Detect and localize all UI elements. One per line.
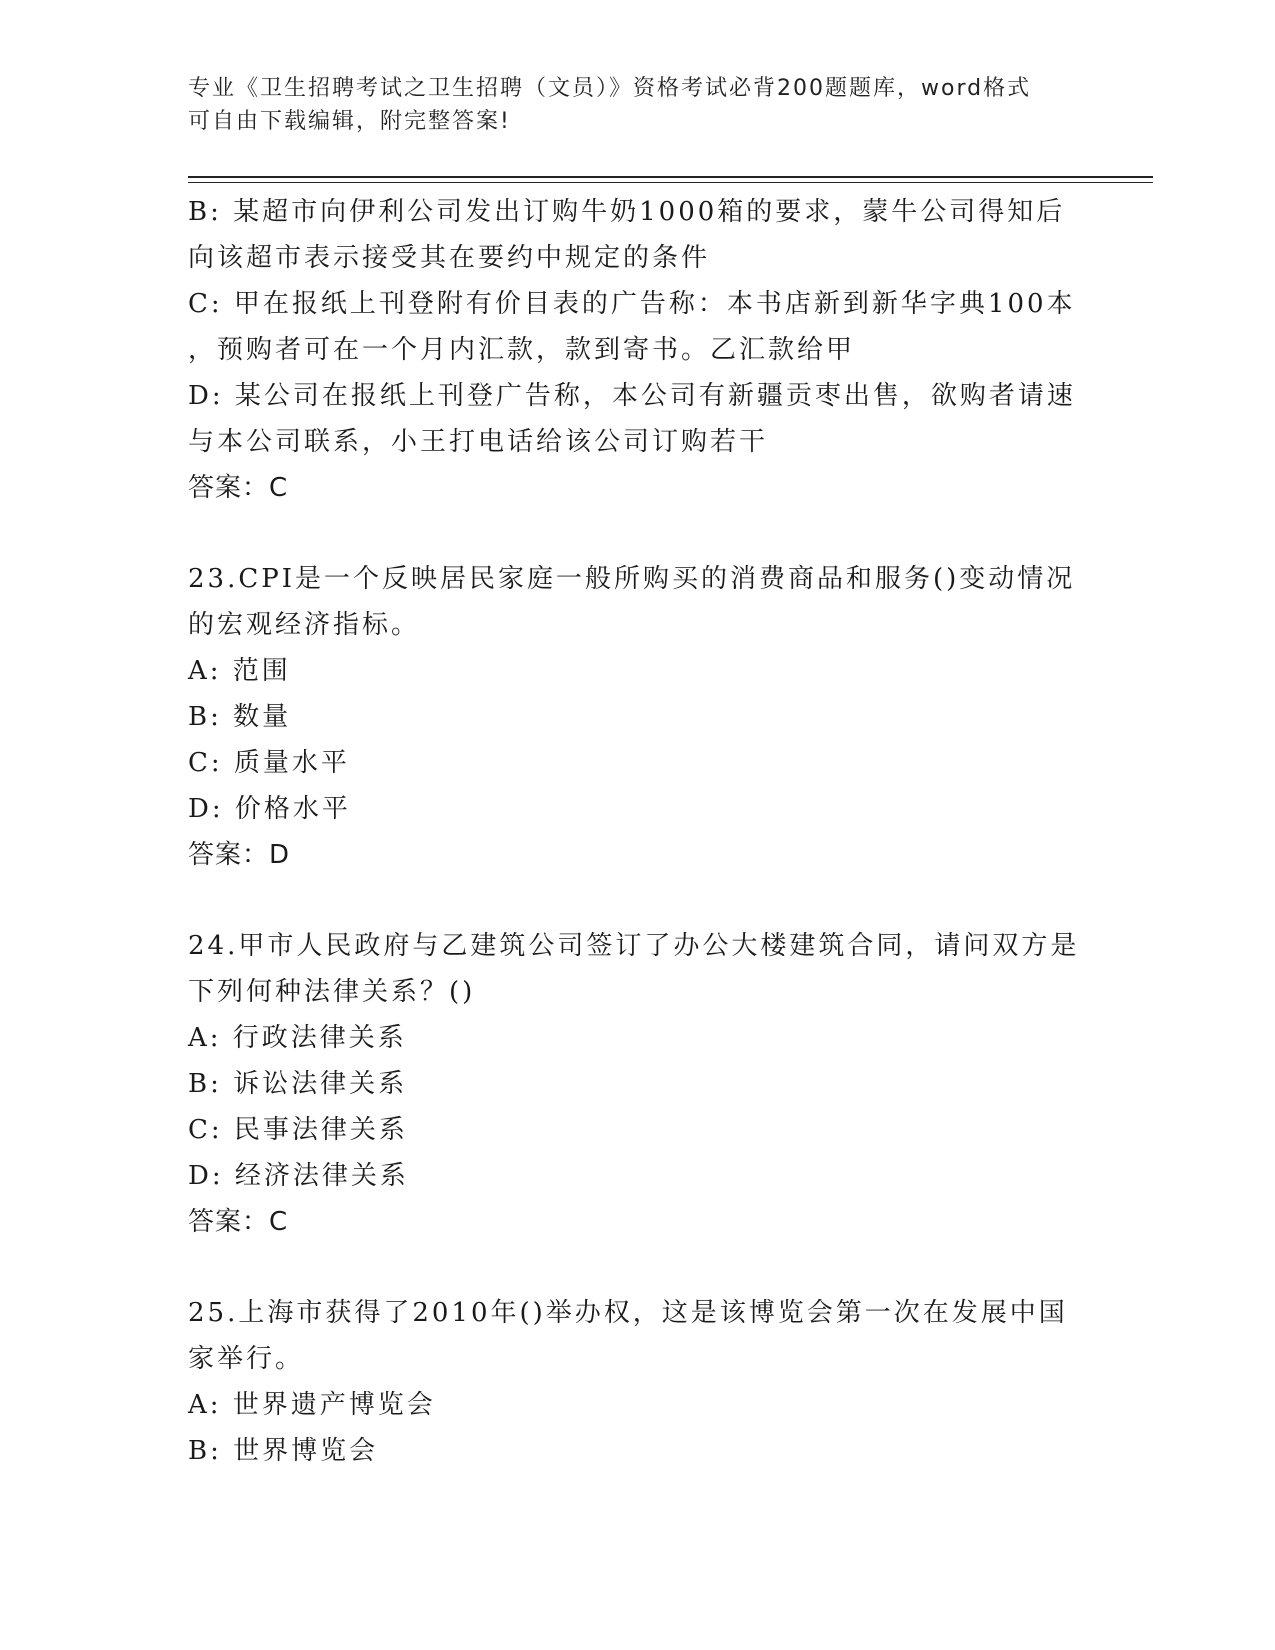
- q23-answer: 答案：D: [188, 840, 291, 870]
- header-title-line-1: 专业《卫生招聘考试之卫生招聘（文员）》资格考试必背200题题库，word格式: [188, 76, 1032, 101]
- q24-option-a: A: 行政法律关系: [188, 1023, 407, 1053]
- spacer: [188, 1245, 1088, 1290]
- q23-option-a: A: 范围: [188, 656, 291, 686]
- document-header: [188, 72, 1088, 138]
- header-title-line-2: 可自由下载编辑，附完整答案!: [188, 109, 511, 134]
- q22-option-c-line-1: C: 甲在报纸上刊登附有价目表的广告称：本书店新到新华字典100本: [188, 289, 1076, 319]
- q23-option-c: C: 质量水平: [188, 748, 350, 778]
- document-body: [188, 189, 1088, 1474]
- q25-stem-line-1: 25.上海市获得了2010年()举办权，这是该博览会第一次在发展中国: [188, 1298, 1068, 1328]
- q22-option-d-line-2: 与本公司联系，小王打电话给该公司订购若干: [188, 427, 769, 457]
- q25-stem-line-2: 家举行。: [188, 1344, 305, 1374]
- q22-option-b-line-2: 向该超市表示接受其在要约中规定的条件: [188, 243, 711, 273]
- q24-answer: 答案：C: [188, 1207, 289, 1237]
- q23-option-b: B: 数量: [188, 702, 292, 732]
- q23-stem-line-1: 23.CPI是一个反映居民家庭一般所购买的消费商品和服务()变动情况: [188, 564, 1076, 594]
- question-23: [188, 556, 1088, 878]
- header-rule-thick: [188, 176, 1153, 178]
- q25-option-b: B: 世界博览会: [188, 1436, 379, 1466]
- q25-option-a: A: 世界遗产博览会: [188, 1390, 436, 1420]
- q22-option-c-line-2: ，预购者可在一个月内汇款，款到寄书。乙汇款给甲: [188, 335, 856, 365]
- spacer: [188, 878, 1088, 923]
- q24-option-c: C: 民事法律关系: [188, 1115, 408, 1145]
- question-24: [188, 923, 1088, 1245]
- q24-stem-line-2: 下列何种法律关系？(): [188, 977, 476, 1007]
- spacer: [188, 511, 1088, 556]
- question-25: [188, 1290, 1088, 1474]
- question-22: [188, 189, 1088, 511]
- q23-stem-line-2: 的宏观经济指标。: [188, 610, 421, 640]
- header-rule-thin: [188, 182, 1153, 183]
- q24-stem-line-1: 24.甲市人民政府与乙建筑公司签订了办公大楼建筑合同，请问双方是: [188, 931, 1080, 961]
- q24-option-b: B: 诉讼法律关系: [188, 1069, 408, 1099]
- q23-option-d: D: 价格水平: [188, 794, 351, 824]
- q24-option-d: D: 经济法律关系: [188, 1161, 409, 1191]
- q22-answer: 答案：C: [188, 473, 289, 503]
- q22-option-d-line-1: D: 某公司在报纸上刊登广告称，本公司有新疆贡枣出售，欲购者请速: [188, 381, 1076, 411]
- q22-option-b-line-1: B: 某超市向伊利公司发出订购牛奶1000箱的要求，蒙牛公司得知后: [188, 197, 1066, 227]
